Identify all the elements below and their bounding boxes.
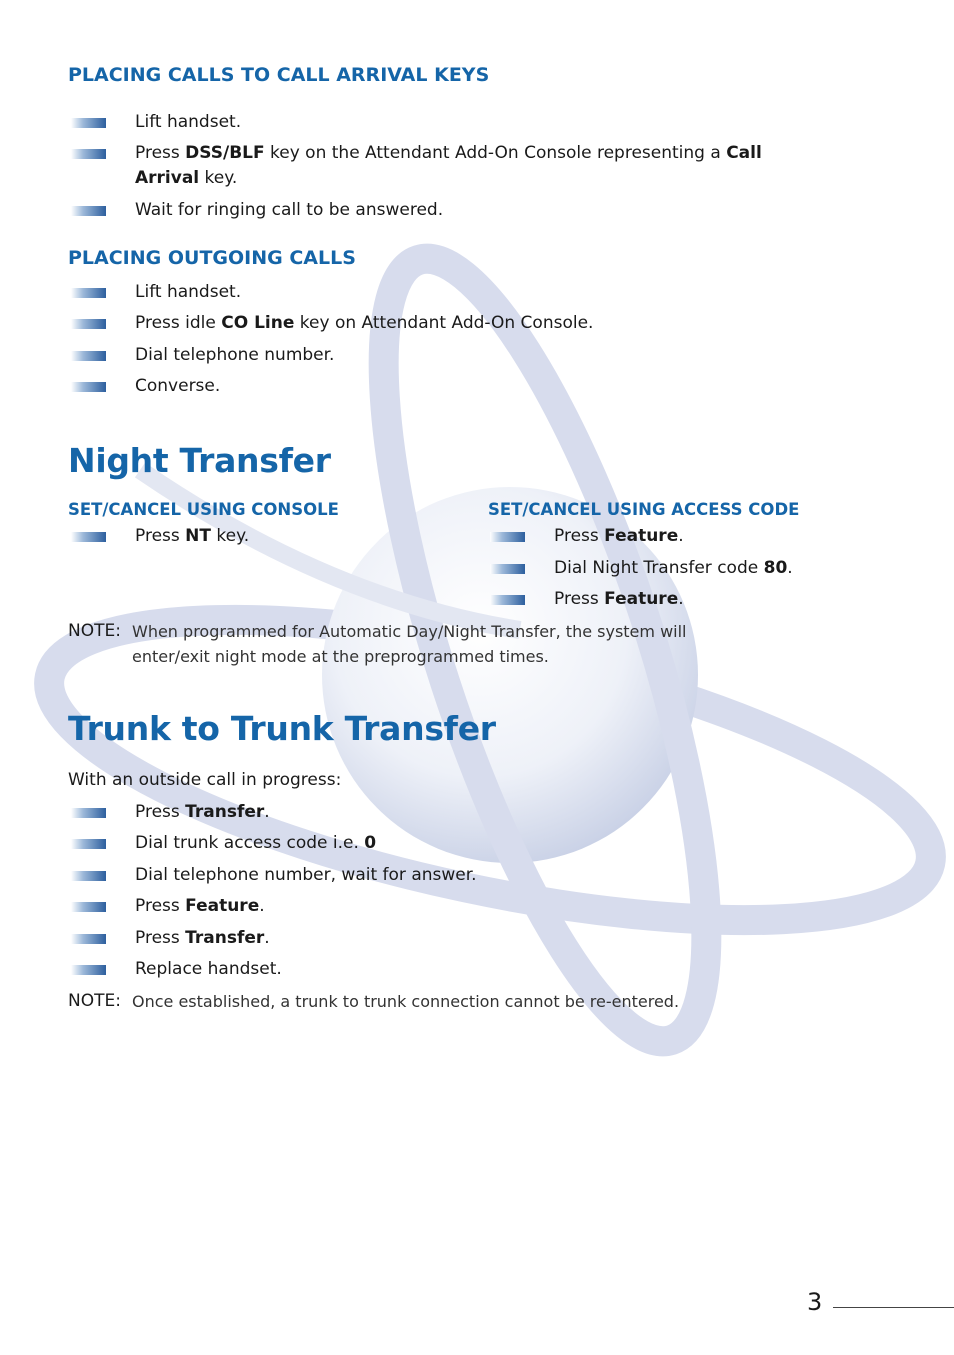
bullet-icon <box>71 351 106 361</box>
access-code-subheading: SET/CANCEL USING ACCESS CODE <box>488 500 800 519</box>
bullet-icon <box>490 564 525 574</box>
night-transfer-title: Night Transfer <box>68 441 331 480</box>
bullet-icon <box>71 871 106 881</box>
console-subheading: SET/CANCEL USING CONSOLE <box>68 500 339 519</box>
night-transfer-note: NOTE: When programmed for Automatic Day/Night Transfer, the system will enter/exit night mode at the preprogrammed times. <box>68 621 687 666</box>
page-number: 3 <box>807 1288 823 1316</box>
outgoing-heading: PLACING OUTGOING CALLS <box>68 247 356 269</box>
bullet-icon <box>71 118 106 128</box>
bullet-icon <box>71 839 106 849</box>
page-number-rule <box>833 1307 954 1308</box>
call-arrival-heading: PLACING CALLS TO CALL ARRIVAL KEYS <box>68 64 490 86</box>
trunk-transfer-title: Trunk to Trunk Transfer <box>68 709 496 748</box>
bullet-icon <box>71 934 106 944</box>
bullet-icon <box>490 595 525 605</box>
bullet-icon <box>71 902 106 912</box>
bullet-icon <box>71 149 106 159</box>
bullet-icon <box>71 288 106 298</box>
trunk-transfer-note: NOTE: Once established, a trunk to trunk connection cannot be re-entered. <box>68 991 680 1011</box>
bullet-icon <box>71 808 106 818</box>
bullet-icon <box>71 206 106 216</box>
bullet-icon <box>71 382 106 392</box>
bullet-icon <box>490 532 525 542</box>
bullet-icon <box>71 965 106 975</box>
bullet-icon <box>71 532 106 542</box>
bullet-icon <box>71 319 106 329</box>
trunk-intro: With an outside call in progress: <box>68 770 342 790</box>
